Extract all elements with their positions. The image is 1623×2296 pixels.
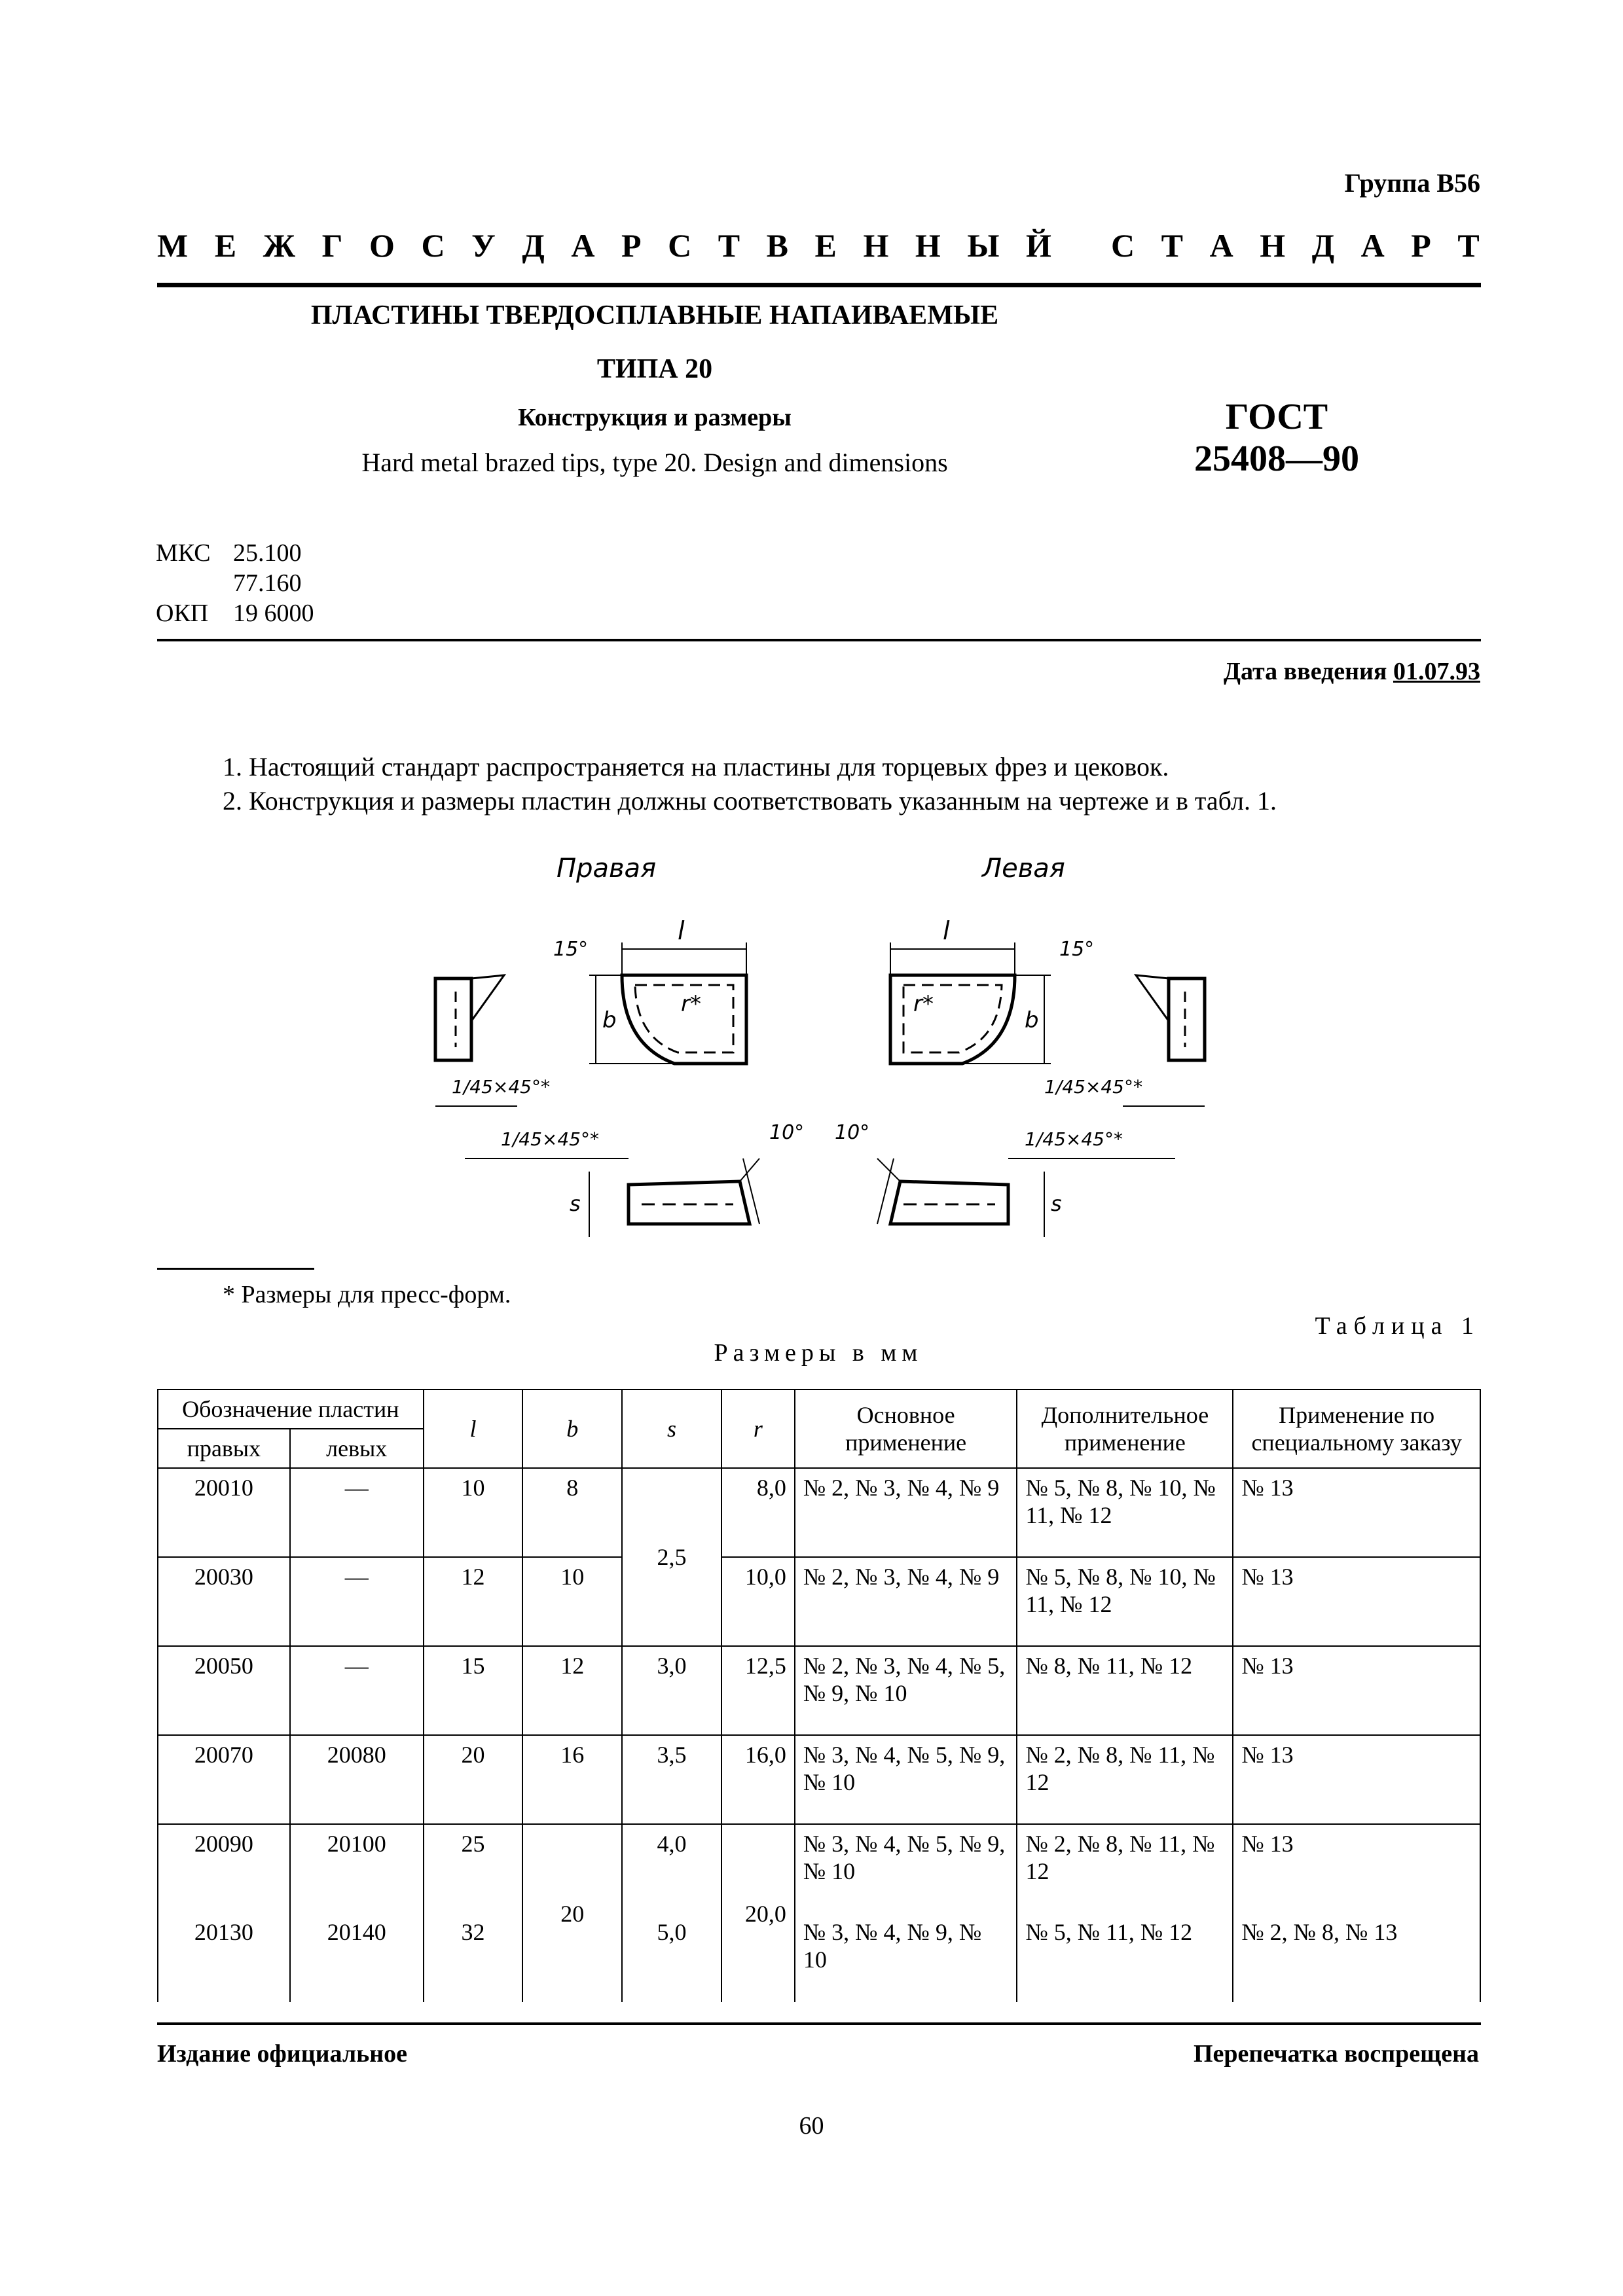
cell-left: — xyxy=(290,1646,424,1735)
cell-extra: № 2, № 8, № 11, № 12 xyxy=(1017,1824,1233,1913)
cell-r: 10,0 xyxy=(721,1557,795,1646)
cell-extra: № 2, № 8, № 11, № 12 xyxy=(1017,1735,1233,1824)
mks-value-2: 77.160 xyxy=(233,569,302,597)
footer-official-edition: Издание официальное xyxy=(157,2040,408,2068)
cell-s: 2,5 xyxy=(622,1468,721,1646)
angle-15-right: 15° xyxy=(553,938,589,961)
left-front-view xyxy=(890,1181,1008,1224)
footnote-rule xyxy=(157,1268,314,1270)
cell-left: 20140 xyxy=(290,1913,424,2002)
heading-letter: Н xyxy=(863,227,889,264)
th-left: левых xyxy=(290,1429,424,1468)
paragraph-1: 1. Настоящий стандарт распространяется на пластины для торцевых фрез и цековок. xyxy=(223,752,1169,781)
cell-right: 20070 xyxy=(158,1735,290,1824)
heading-letter: Т xyxy=(1457,227,1480,264)
heading-letter: А xyxy=(1209,227,1233,264)
table-row xyxy=(158,1646,1480,1735)
cell-l: 25 xyxy=(424,1824,523,1913)
heading-letter: Н xyxy=(915,227,941,264)
cell-extra: № 8, № 11, № 12 xyxy=(1017,1646,1233,1735)
cell-l: 15 xyxy=(424,1646,523,1735)
cell-r: 16,0 xyxy=(721,1735,795,1824)
cell-right: 20090 xyxy=(158,1824,290,1913)
doc-title-line2: ТИПА 20 xyxy=(596,354,713,384)
th-designation: Обозначение пластин xyxy=(158,1390,424,1429)
th-s: s xyxy=(622,1390,721,1468)
header-rule xyxy=(157,283,1481,287)
cell-b: 16 xyxy=(522,1735,622,1824)
heading-letter: С xyxy=(668,227,692,264)
cell-main: № 2, № 3, № 4, № 9 xyxy=(795,1468,1017,1557)
dim-b-right: b xyxy=(602,1007,617,1033)
classification-codes xyxy=(156,538,314,628)
heading-letter: Е xyxy=(214,227,237,264)
left-plan-view xyxy=(890,975,1015,1064)
cell-extra: № 5, № 8, № 10, № 11, № 12 xyxy=(1017,1557,1233,1646)
th-l: l xyxy=(424,1390,523,1468)
heading-letter: Й xyxy=(1026,227,1051,264)
heading-letter xyxy=(1078,226,1084,264)
table-row xyxy=(158,1824,1480,1913)
right-plan-view xyxy=(622,975,746,1064)
dim-r-right: r* xyxy=(681,991,701,1017)
cell-right: 20010 xyxy=(158,1468,290,1557)
footer-rule xyxy=(157,2022,1481,2025)
gost-block xyxy=(1178,396,1375,480)
chamfer-bottom-right: 1/45×45°* xyxy=(501,1128,599,1150)
cell-right: 20030 xyxy=(158,1557,290,1646)
cell-main: № 2, № 3, № 4, № 9 xyxy=(795,1557,1017,1646)
heading-letter: С xyxy=(1111,227,1135,264)
th-r: r xyxy=(721,1390,795,1468)
right-front-view xyxy=(629,1181,750,1224)
th-special: Применение по специальному заказу xyxy=(1233,1390,1480,1468)
heading-letter: В xyxy=(766,227,788,264)
heading-letter: Ы xyxy=(967,227,1000,264)
cell-main: № 3, № 4, № 5, № 9, № 10 xyxy=(795,1824,1017,1913)
right-side-view xyxy=(435,978,471,1060)
heading-letter: О xyxy=(369,227,395,264)
doc-title-line1: ПЛАСТИНЫ ТВЕРДОСПЛАВНЫЕ НАПАИВАЕМЫЕ xyxy=(310,300,999,331)
cell-l: 10 xyxy=(424,1468,523,1557)
angle-15-left: 15° xyxy=(1059,938,1095,961)
cell-left: — xyxy=(290,1557,424,1646)
dimensions-table xyxy=(157,1389,1481,2002)
left-side-view xyxy=(1169,978,1205,1060)
heading-letter: Д xyxy=(522,227,545,264)
heading-letter: Р xyxy=(621,227,642,264)
cell-left: — xyxy=(290,1468,424,1557)
mks-label: МКС xyxy=(156,539,211,567)
cell-s: 4,0 xyxy=(622,1824,721,1913)
heading-letter: Ж xyxy=(263,227,296,264)
okp-label: ОКП xyxy=(156,600,209,627)
dim-l-left: l xyxy=(943,916,950,945)
heading-letter: Т xyxy=(1161,227,1184,264)
cell-special: № 13 xyxy=(1233,1735,1480,1824)
dim-l-right: l xyxy=(678,916,685,945)
cell-left: 20080 xyxy=(290,1735,424,1824)
group-code: Группа В56 xyxy=(1344,168,1480,198)
dim-s-left: s xyxy=(1051,1191,1062,1216)
heading-letter: Н xyxy=(1260,227,1286,264)
cell-extra: № 5, № 8, № 10, № 11, № 12 xyxy=(1017,1468,1233,1557)
cell-special: № 2, № 8, № 13 xyxy=(1233,1913,1480,2002)
cell-main: № 2, № 3, № 4, № 5, № 9, № 10 xyxy=(795,1646,1017,1735)
heading-letter: А xyxy=(571,227,595,264)
cell-special: № 13 xyxy=(1233,1468,1480,1557)
dim-s-right: s xyxy=(570,1191,581,1216)
mks-value-1: 25.100 xyxy=(233,539,302,567)
right-label: Правая xyxy=(556,853,657,884)
th-main: Основное применение xyxy=(795,1390,1017,1468)
cell-extra: № 5, № 11, № 12 xyxy=(1017,1913,1233,2002)
date-value: 01.07.93 xyxy=(1393,658,1480,685)
chamfer-top-right: 1/45×45°* xyxy=(452,1076,550,1098)
table-label: Таблица 1 xyxy=(1315,1312,1480,1340)
dim-r-left: r* xyxy=(913,991,934,1017)
chamfer-top-left: 1/45×45°* xyxy=(1044,1076,1142,1098)
gost-label: ГОСТ xyxy=(1225,397,1328,437)
angle-10-right: 10° xyxy=(769,1121,805,1144)
cell-r: 12,5 xyxy=(721,1646,795,1735)
english-title: Hard metal brazed tips, type 20. Design and dimensions xyxy=(361,448,948,477)
okp-value: 19 6000 xyxy=(233,600,314,627)
table-row xyxy=(158,1913,1480,2002)
th-extra: Дополнительное применение xyxy=(1017,1390,1233,1468)
heading-letter: М xyxy=(157,227,189,264)
cell-s: 3,0 xyxy=(622,1646,721,1735)
cell-main: № 3, № 4, № 5, № 9, № 10 xyxy=(795,1735,1017,1824)
interstate-standard-heading xyxy=(157,226,1480,264)
page-number: 60 xyxy=(799,2112,824,2140)
table-row xyxy=(158,1557,1480,1646)
heading-letter: Р xyxy=(1411,227,1431,264)
cell-b: 12 xyxy=(522,1646,622,1735)
cell-l: 32 xyxy=(424,1913,523,2002)
cell-s: 3,5 xyxy=(622,1735,721,1824)
doc-subtitle: Конструкция и размеры xyxy=(518,404,792,431)
th-right: правых xyxy=(158,1429,290,1468)
date-label: Дата введения xyxy=(1223,658,1387,685)
tip-drawing xyxy=(406,851,1218,1270)
cell-main: № 3, № 4, № 9, № 10 xyxy=(795,1913,1017,2002)
cell-b: 20 xyxy=(522,1824,622,2002)
table-row xyxy=(158,1735,1480,1824)
left-label: Левая xyxy=(982,853,1065,884)
cell-l: 20 xyxy=(424,1735,523,1824)
heading-letter: Г xyxy=(321,227,343,264)
gost-number: 25408—90 xyxy=(1194,439,1359,479)
heading-letter: Т xyxy=(718,227,740,264)
table-row xyxy=(158,1468,1480,1557)
heading-letter: С xyxy=(421,227,445,264)
cell-special: № 13 xyxy=(1233,1646,1480,1735)
cell-b: 8 xyxy=(522,1468,622,1557)
cell-b: 10 xyxy=(522,1557,622,1646)
footer-reprint-prohibited: Перепечатка воспрещена xyxy=(1193,2040,1479,2068)
cell-r: 20,0 xyxy=(721,1824,795,2002)
cell-right: 20130 xyxy=(158,1913,290,2002)
heading-letter: А xyxy=(1360,227,1385,264)
cell-left: 20100 xyxy=(290,1824,424,1913)
classification-rule xyxy=(157,639,1481,641)
th-b: b xyxy=(522,1390,622,1468)
cell-right: 20050 xyxy=(158,1646,290,1735)
chamfer-bottom-left: 1/45×45°* xyxy=(1025,1128,1123,1150)
table-units: Размеры в мм xyxy=(714,1339,923,1367)
cell-s: 5,0 xyxy=(622,1913,721,2002)
cell-special: № 13 xyxy=(1233,1557,1480,1646)
heading-letter: У xyxy=(471,227,496,264)
dim-b-left: b xyxy=(1025,1007,1039,1033)
cell-special: № 13 xyxy=(1233,1824,1480,1913)
heading-letter: Д xyxy=(1311,227,1335,264)
footnote: * Размеры для пресс-форм. xyxy=(223,1281,511,1308)
cell-r: 8,0 xyxy=(721,1468,795,1557)
paragraph-2: 2. Конструкция и размеры пластин должны соответствовать указанным на чертеже и в табл. 1. xyxy=(223,786,1277,816)
angle-10-left: 10° xyxy=(835,1121,870,1144)
cell-l: 12 xyxy=(424,1557,523,1646)
heading-letter: Е xyxy=(814,227,837,264)
intro-date xyxy=(1224,657,1480,686)
